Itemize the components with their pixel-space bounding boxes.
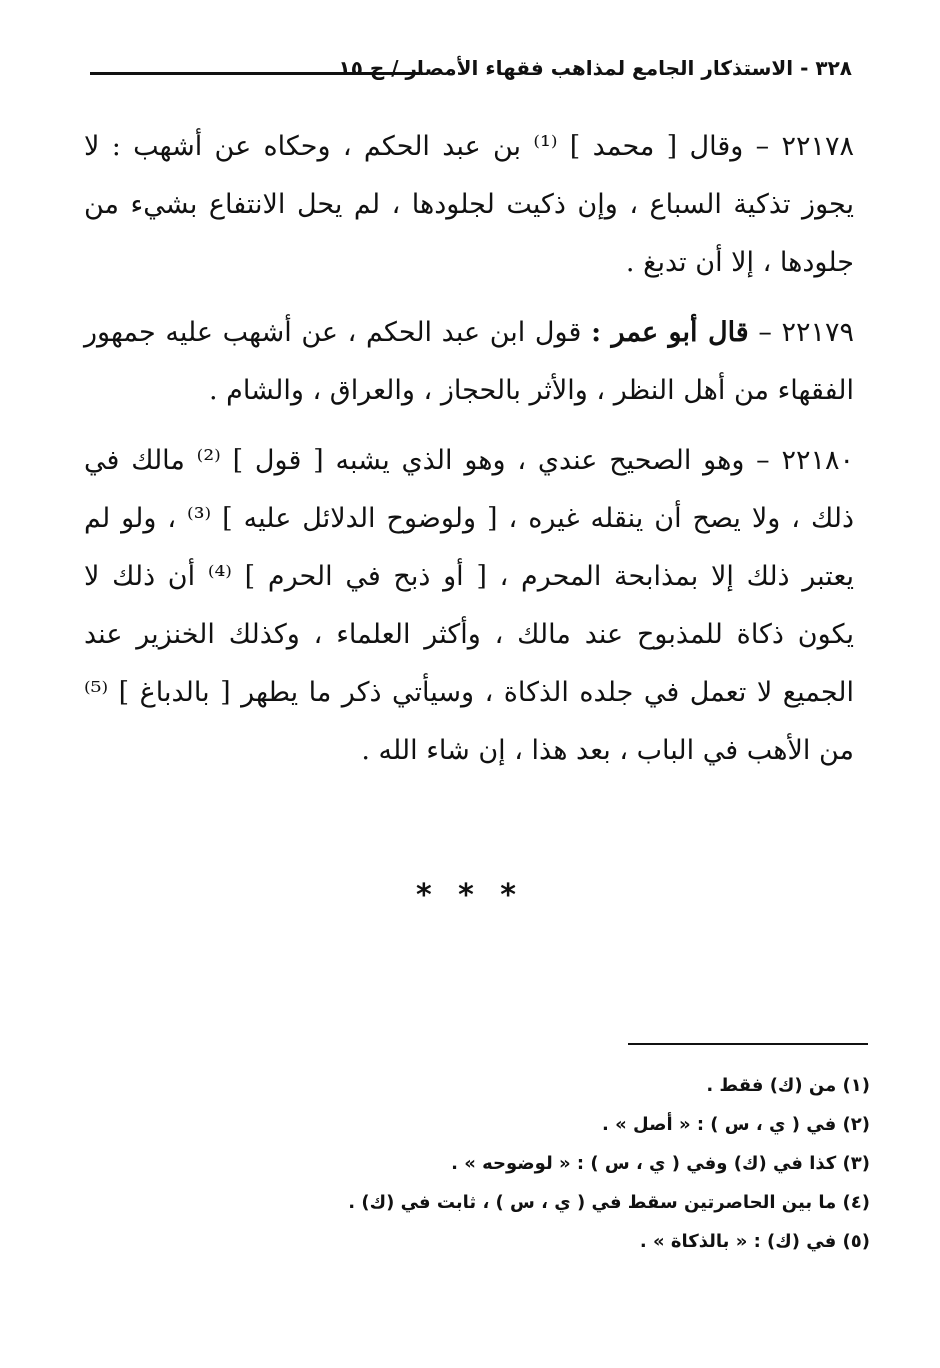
paragraph-22178: [84, 118, 854, 292]
header-rule: [90, 72, 420, 75]
running-header: ٣٢٨ - الاستذكار الجامع لمذاهب فقهاء الأمصار / ج ١٥: [338, 56, 852, 80]
paragraph-text: قول ابن عبد الحكم ، عن أشهب عليه جمهور الفقهاء من أهل النظر ، والأثر بالحجاز ، والعراق ، والشام .: [84, 317, 854, 406]
paragraph-lead: قال أبو عمر :: [591, 317, 749, 348]
footnote-1: (١) من (ك) فقط .: [706, 1075, 870, 1096]
footnotes: [110, 1066, 870, 1261]
paragraph-number: ٢٢١٨٠ –: [756, 445, 854, 476]
footnote-2: (٢) في ( ي ، س ) : « أصل » .: [602, 1114, 870, 1135]
paragraph-number: ٢٢١٧٨ –: [755, 131, 854, 162]
footnote-4: (٤) ما بين الحاصرتين سقط في ( ي ، س ) ، ثابت في (ك) .: [348, 1192, 870, 1213]
section-separator: * * *: [416, 878, 524, 913]
main-text: [84, 118, 854, 792]
paragraph-number: ٢٢١٧٩ –: [758, 317, 854, 348]
paragraph-22180: [84, 432, 854, 780]
footnote-3: (٣) كذا في (ك) وفي ( ي ، س ) : « لوضوحه » .: [451, 1153, 870, 1174]
paragraph-text: وقال [ محمد ] ⁽¹⁾ بن عبد الحكم ، وحكاه عن أشهب : لا يجوز تذكية السباع ، وإن ذكيت لجلودها ، لم يحل الانتفاع بشيء من جلودها ، إلا أن تدبغ .: [84, 131, 854, 278]
paragraph-22179: [84, 304, 854, 420]
paragraph-text: وهو الصحيح عندي ، وهو الذي يشبه [ قول ] ⁽²⁾ مالك في ذلك ، ولا يصح أن ينقله غيره ، [ ولوضوح الدلائل عليه ] ⁽³⁾ ، ولو لم يعتبر ذلك إلا بمذابحة المحرم ، [ أو ذبح في الحرم ] ⁽⁴⁾ أن ذلك لا يكون ذكاة للمذبوح عند مالك ، وأكثر العلماء ، وكذلك الخنزير عند الجميع لا تعمل في جلده الذكاة ، وسيأتي ذكر ما يطهر [ بالدباغ ] ⁽⁵⁾ من الأهب في الباب ، بعد هذا ، إن شاء الله .: [84, 445, 854, 766]
footnote-rule: [628, 1043, 868, 1045]
footnote-5: (٥) في (ك) : « بالذكاة » .: [639, 1231, 870, 1252]
